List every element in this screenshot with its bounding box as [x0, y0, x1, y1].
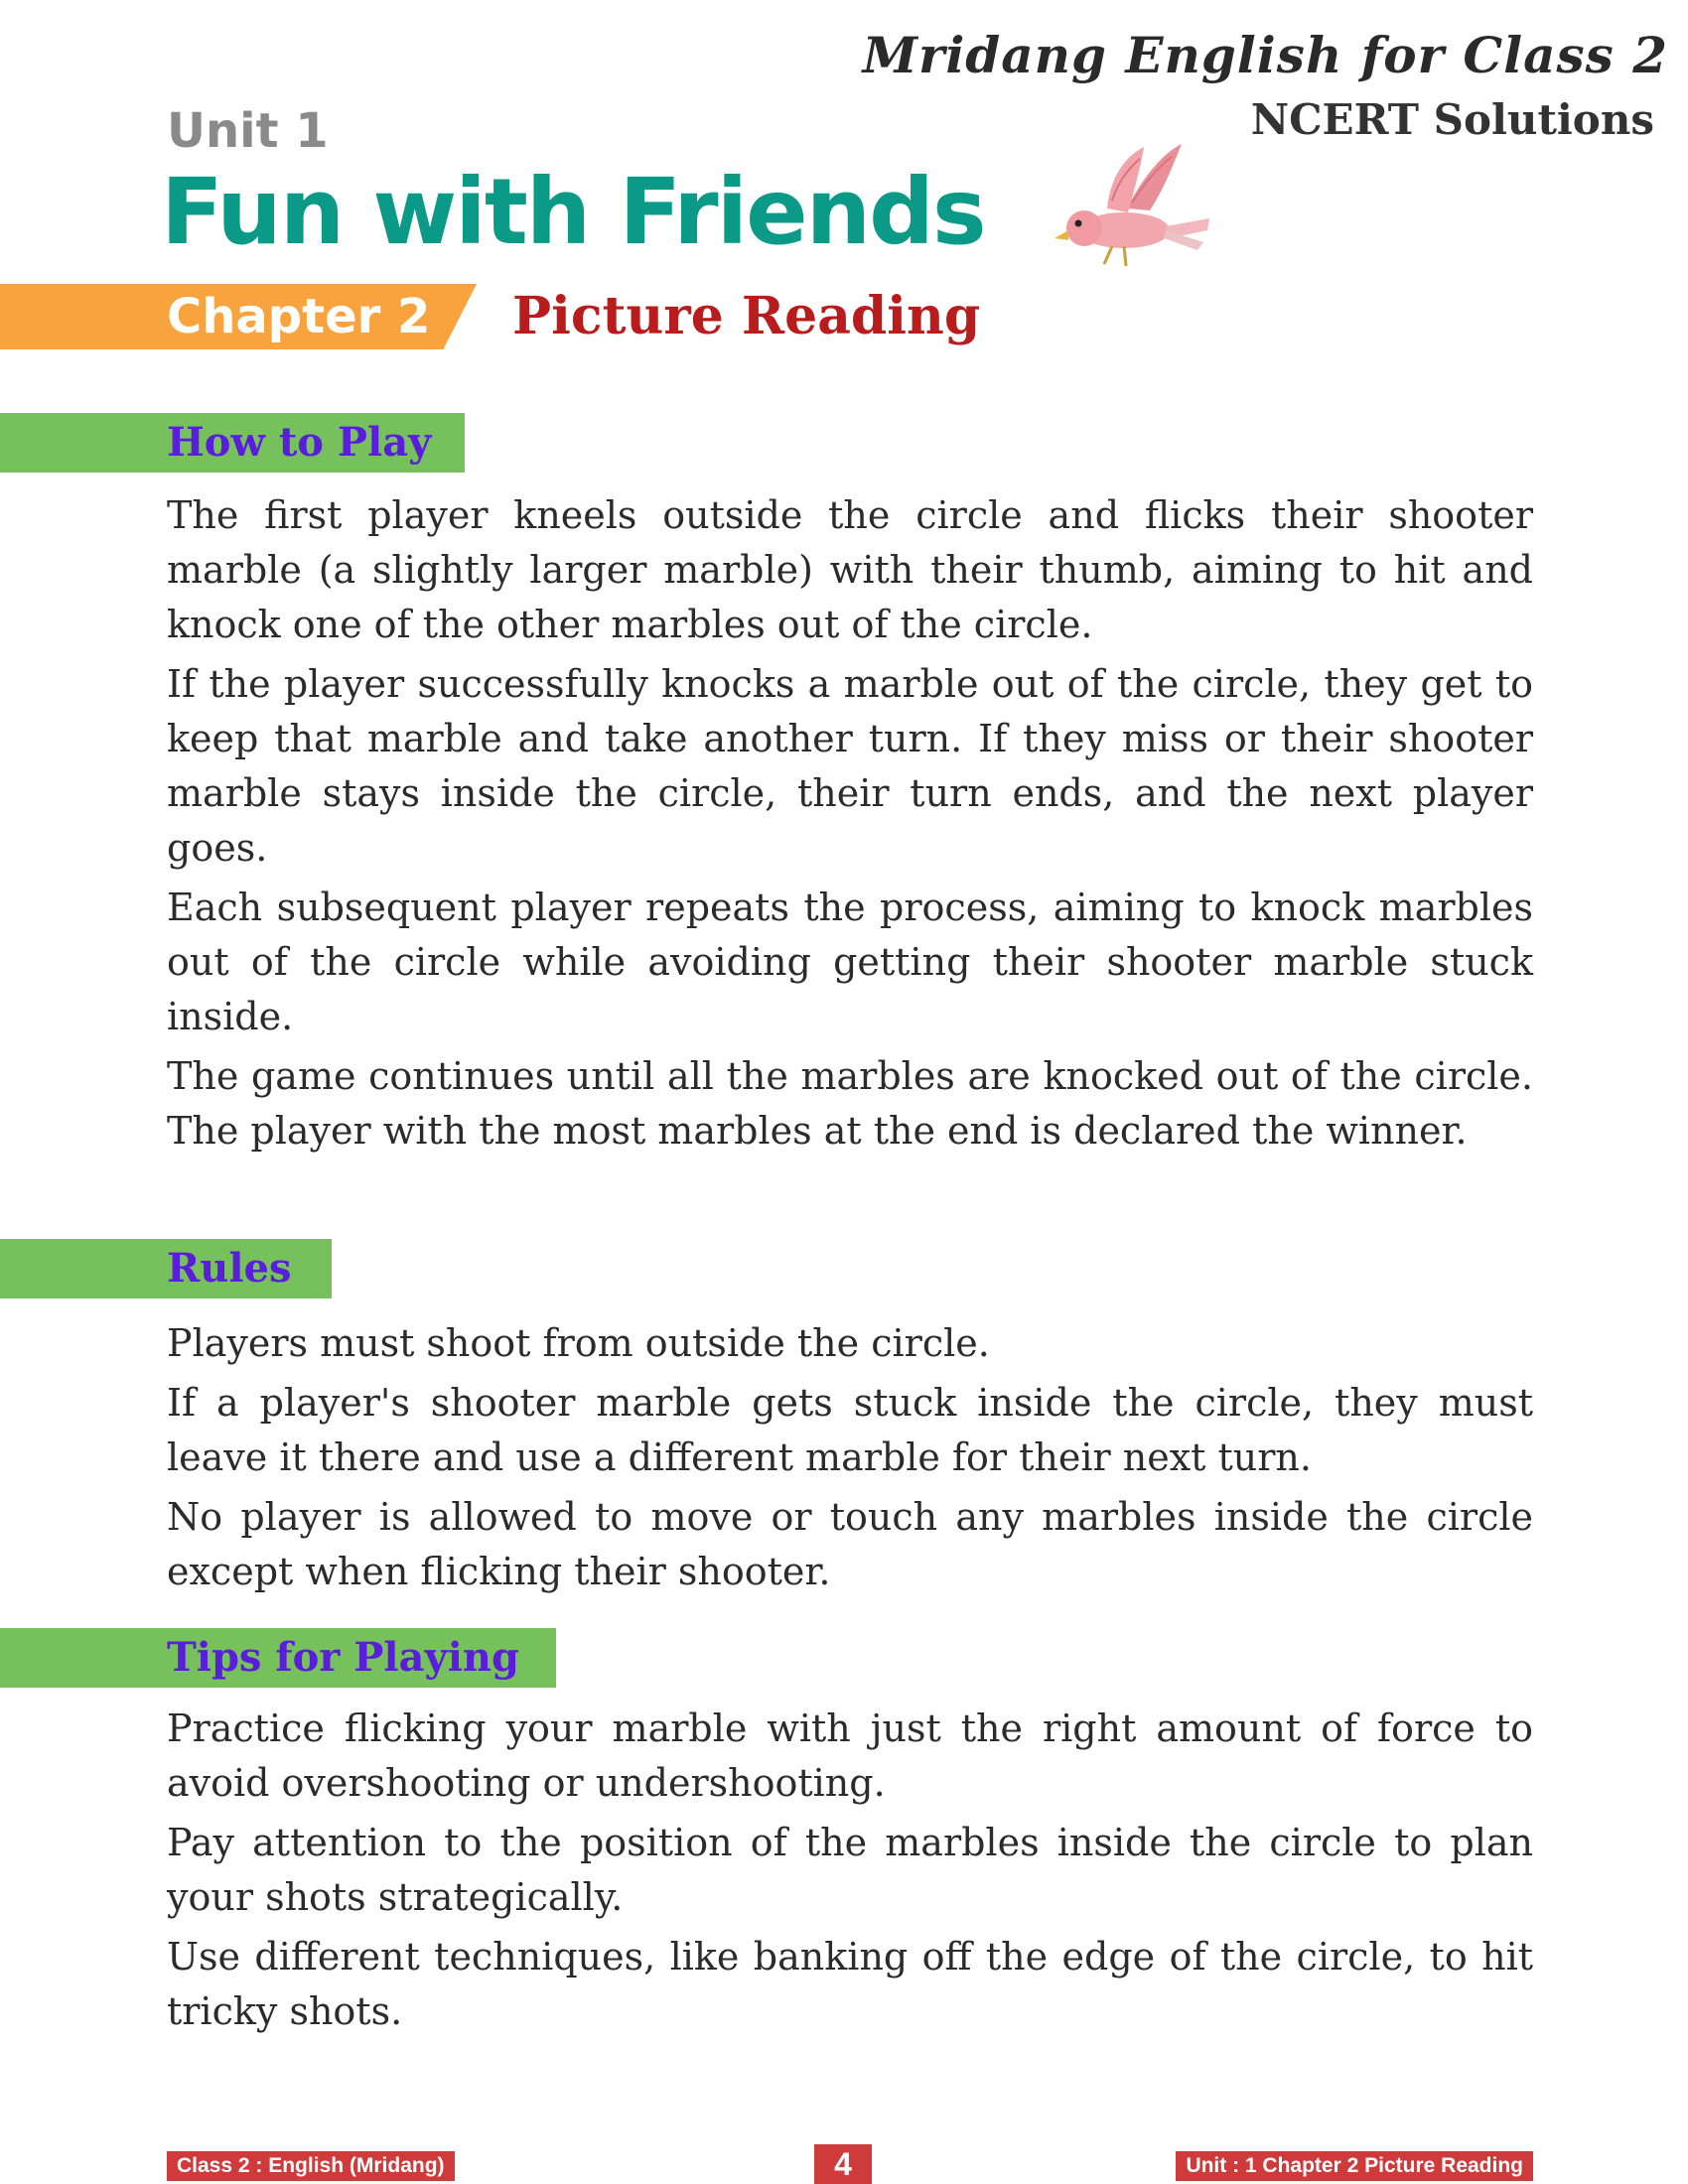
section-heading-how-to-play: How to Play — [167, 419, 432, 466]
chapter-label: Chapter 2 — [167, 289, 431, 344]
unit-label: Unit 1 — [167, 103, 329, 159]
section-body-how-to-play — [167, 488, 1533, 1163]
paragraph: The game continues until all the marbles are knocked out of the circle. The player with the most marbles at the end is declared the winner. — [167, 1054, 1533, 1153]
section-body-tips — [167, 1702, 1533, 2044]
chapter-title: Picture Reading — [512, 286, 981, 346]
section-heading-rules: Rules — [167, 1245, 292, 1292]
bird-icon — [1033, 139, 1211, 278]
paragraph: Each subsequent player repeats the process, aiming to knock marbles out of the circle while avoiding getting their shooter marble stuck inside. — [167, 886, 1533, 1038]
footer-chapter-label: Unit : 1 Chapter 2 Picture Reading — [1176, 2151, 1533, 2181]
paragraph: If a player's shooter marble gets stuck inside the circle, they must leave it there and use a different marble for their next turn. — [167, 1381, 1533, 1479]
footer-book-label: Class 2 : English (Mridang) — [167, 2151, 455, 2181]
section-body-rules — [167, 1316, 1533, 1604]
paragraph: The first player kneels outside the circle and flicks their shooter marble (a slightly larger marble) with their thumb, aiming to hit and knock one of the other marbles out of the circle. — [167, 493, 1533, 646]
section-heading-tips: Tips for Playing — [167, 1634, 519, 1681]
paragraph: Use different techniques, like banking off the edge of the circle, to hit tricky shots. — [167, 1935, 1533, 2033]
page-number: 4 — [814, 2144, 872, 2184]
paragraph: Pay attention to the position of the marbles inside the circle to plan your shots strategically. — [167, 1821, 1533, 1919]
paragraph: Players must shoot from outside the circle. — [167, 1321, 990, 1365]
unit-title: Fun with Friends — [161, 159, 985, 265]
paragraph: No player is allowed to move or touch any marbles inside the circle except when flicking their shooter. — [167, 1495, 1533, 1593]
book-subtitle: NCERT Solutions — [1250, 95, 1654, 144]
book-brand-title: Mridang English for Class 2 — [862, 26, 1668, 84]
paragraph: If the player successfully knocks a marble out of the circle, they get to keep that marble and take another turn. If they miss or their shooter marble stays inside the circle, their turn ends, and the next player goes. — [167, 662, 1533, 870]
paragraph: Practice flicking your marble with just the right amount of force to avoid overshooting or undershooting. — [167, 1706, 1533, 1805]
